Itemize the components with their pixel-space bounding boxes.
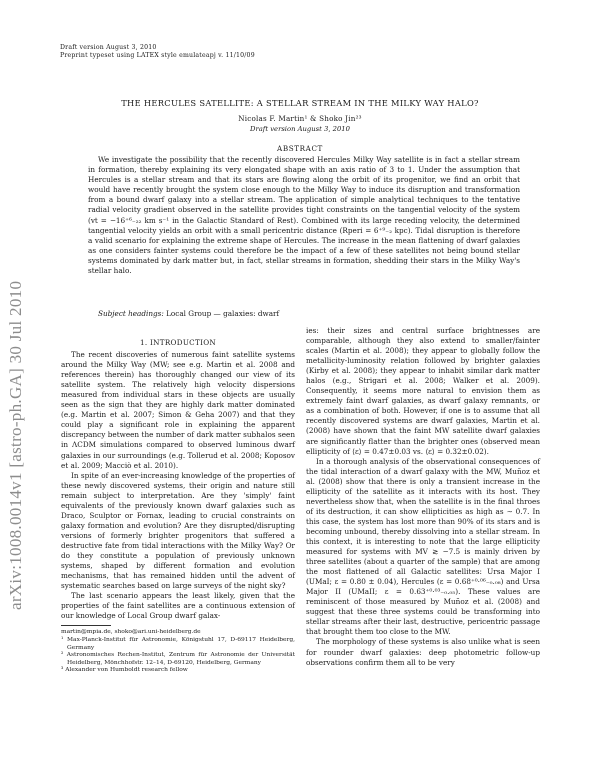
- subject-headings-label: Subject headings:: [98, 309, 164, 318]
- subject-headings: [98, 309, 279, 318]
- left-column: [61, 338, 295, 675]
- subject-headings-text: Local Group — galaxies: dwarf: [163, 309, 280, 318]
- footnote: ¹ Max-Planck-Institut für Astronomie, Königstuhl 17, D-69117 Heidelberg, Germany: [61, 636, 295, 651]
- paper-title: THE HERCULES SATELLITE: A STELLAR STREAM IN THE MILKY WAY HALO?: [121, 98, 479, 108]
- right-column: [306, 326, 540, 668]
- abstract-text: We investigate the possibility that the recently discovered Hercules Milky Way satellite is in fact a stellar stream in formation, thereby explaining its very elongated shape with an axis ratio of 3 to 1. Under the assumption that Hercules is a stellar stream and that its stars are flowing along the orbit of its progenitor, we find an orbit that would have recently brought the system close enough to the Milky Way to induce its disruption and transformation from a bound dwarf galaxy into a stellar stream. The application of simple analytical techniques to the tentative radial velocity gradient observed in the satellite provides tight constraints on the tangential velocity of the system (vt = −16⁺⁶₋₂₂ km s⁻¹ in the Galactic Standard of Rest). Combined with its large receding velocity, the determined tangential velocity yields an orbit with a small pericentric distance (Rperi = 6⁺⁹₋₂ kpc). Tidal disruption is therefore a valid scenario for explaining the extreme shape of Hercules. The increase in the mean flattening of dwarf galaxies as one considers fainter systems could therefore be the impact of a few of these satellites not being bound stellar systems dominated by dark matter but, in fact, stellar streams in formation, shedding their stars in the Milky Way's stellar halo.: [88, 155, 520, 276]
- section-heading: 1. INTRODUCTION: [139, 338, 216, 347]
- paragraph: In a thorough analysis of the observational consequences of the tidal interaction of a dwarf galaxy with the MW, Muñoz et al. (2008) show that there is only a transient increase in the ellipticity of the satellite as it interacts with its host. They nevertheless show that, when the satellite is in the final throes of its destruction, it can show ellipticities as high as ∼ 0.7. In this case, the system has lost more than 90% of its stars and is becoming unbound, thereby dissolving into a stellar stream. In this context, it is interesting to note that the large ellipticity measured for systems with MV ≳ −7.5 is mainly driven by three satellites (about a quarter of the sample) that are among the most flattened of all Galactic satellites: Ursa Major I (UMaI; ε = 0.80 ± 0.04), Hercules (ε = 0.68⁺⁰·⁰⁶₋₀.₀₈) and Ursa Major II (UMaII; ε = 0.63⁺⁰·⁰³₋₀.₀₅). These values are reminiscent of those measured by Muñoz et al. (2008) and suggest that these three systems could be transforming into stellar streams after their last, destructive, pericentric passage that brought them too close to the MW.: [306, 456, 540, 637]
- running-header: [60, 44, 255, 60]
- draft-date: Draft version August 3, 2010: [250, 125, 350, 133]
- author-list: Nicolas F. Martin¹ & Shoko Jin²³: [238, 114, 362, 123]
- draft-version-line: Draft version August 3, 2010: [60, 44, 157, 51]
- paragraph: The recent discoveries of numerous faint satellite systems around the Milky Way (MW; see e.g. Martin et al. 2008 and references therein) has thoroughly changed our view of its satellite system. The relatively high velocity dispersions measured from individual stars in these objects are usually seen as the sign that they are highly dark matter dominated (e.g. Martin et al. 2007; Simon & Geha 2007) and that they could play a significant role in explaining the apparent discrepancy between the number of dark matter subhalos seen in ΛCDM simulations compared to observed luminous dwarf galaxies in our surroundings (e.g. Tollerud et al. 2008; Koposov et al. 2009; Macciò et al. 2010).: [61, 350, 295, 470]
- footnote: ³ Alexander von Humboldt research fellow: [61, 667, 188, 674]
- footnotes: [61, 629, 295, 675]
- paragraph: The last scenario appears the least likely, given that the properties of the faint satellites are a continuous extension of our knowledge of Local Group dwarf galax-: [61, 591, 295, 621]
- paragraph: In spite of an ever-increasing knowledge of the properties of these newly discovered systems, their origin and nature still remain subject to interpretation. Are they 'simply' faint equivalents of the previously known dwarf galaxies such as Draco, Sculptor or Fornax, leading to crucial constraints on galaxy formation and evolution? Are they disrupted/disrupting versions of formerly brighter progenitors that suffered a destructive fate from tidal interactions with the Milky Way? Or do they constitute a population of previously unknown systems, shaped by different formation and evolution mechanisms, that has remained hidden until the advent of systematic searches based on large surveys of the night sky?: [61, 470, 295, 591]
- footnote: ² Astronomisches Rechen-Institut, Zentrum für Astronomie der Universität Heidelberg, Mönchhofstr. 12–14, D-69120, Heidelberg, Germany: [61, 652, 295, 666]
- footnote-email: martin@mpia.de, shoko@ari.uni-heidelberg.de: [61, 629, 201, 636]
- paragraph: ies: their sizes and central surface brightnesses are comparable, although they also extend to smaller/fainter scales (Martin et al. 2008); they appear to globally follow the metallicity-luminosity relation followed by brighter galaxies (Kirby et al. 2008); they appear to inhabit similar dark matter halos (e.g., Strigari et al. 2008; Walker et al. 2009). Consequently, it seems more natural to envision them as extremely faint dwarf galaxies, as dwarf galaxy remnants, or as a combination of both. However, if one is to assume that all recently discovered systems are dwarf galaxies, Martin et al. (2008) have shown that the faint MW satellite dwarf galaxies are significantly flatter than the brighter ones (observed mean ellipticity of ⟨ε⟩ = 0.47±0.03 vs. ⟨ε⟩ = 0.32±0.02).: [306, 326, 540, 456]
- preprint-line: Preprint typeset using LATEX style emulateapj v. 11/10/09: [60, 52, 255, 59]
- abstract-heading: ABSTRACT: [277, 144, 323, 153]
- footnote-divider: [61, 625, 111, 626]
- paragraph: The morphology of these systems is also unlike what is seen for rounder dwarf galaxies: deep photometric follow-up observations confirm them all to be very: [306, 637, 540, 667]
- arxiv-identifier-stamp: arXiv:1008.0014v1 [astro-ph.GA] 30 Jul 2010: [6, 280, 25, 610]
